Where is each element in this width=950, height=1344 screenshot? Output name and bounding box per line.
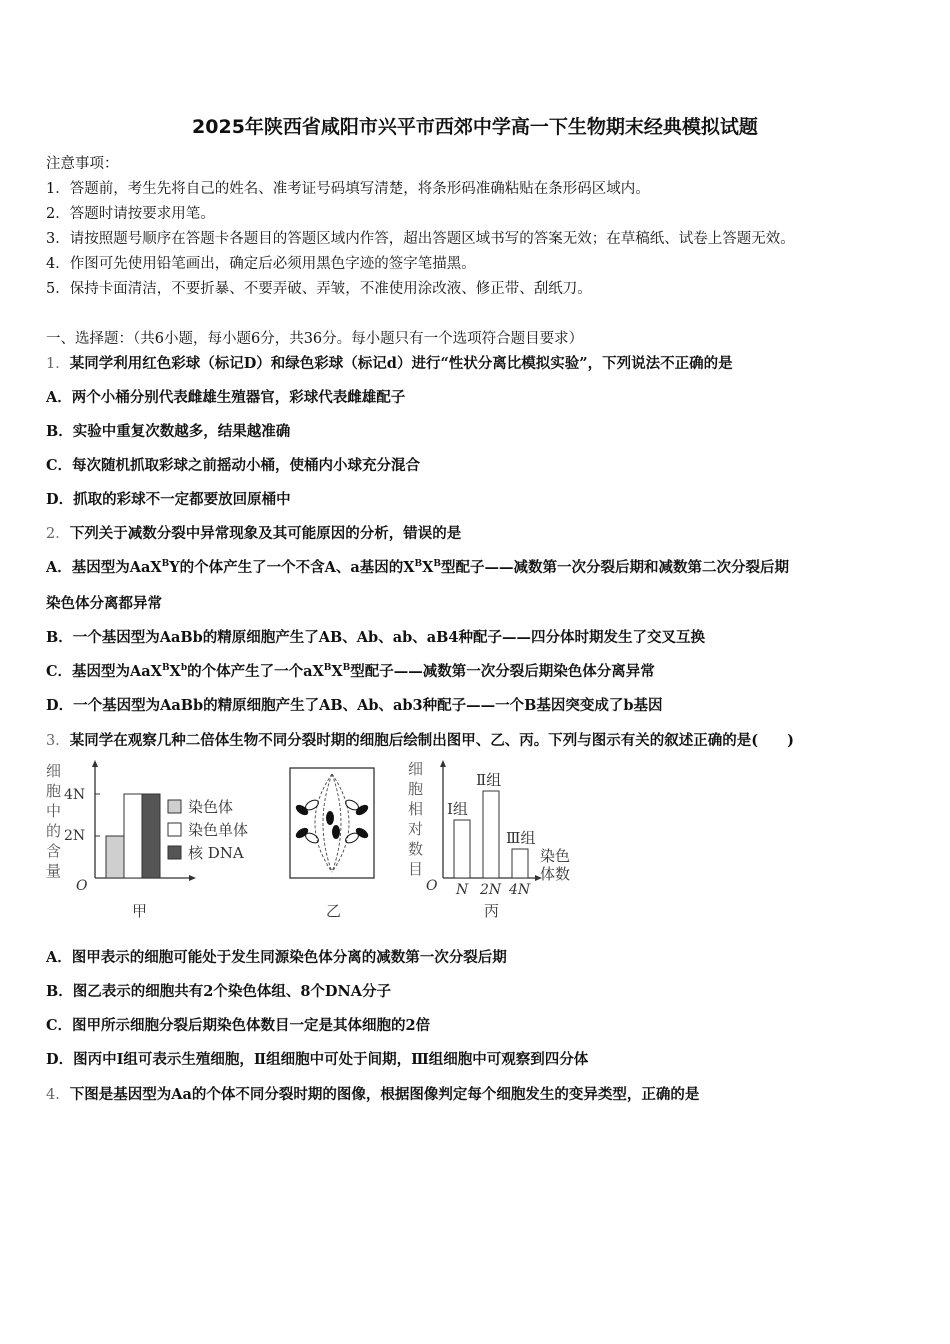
group-label: Ⅰ组 <box>447 800 468 818</box>
bar-chromatid <box>124 794 142 878</box>
figure-caption: 丙 <box>484 902 500 920</box>
notice-item: 4．作图可先使用铅笔画出，确定后必须用黑色字迹的签字笔描黑。 <box>46 256 476 272</box>
legend-swatch-chromatid <box>168 823 181 836</box>
group-label: Ⅲ组 <box>506 829 536 847</box>
option-b: B．实验中重复次数越多，结果越准确 <box>46 423 291 440</box>
question-stem: 某同学在观察几种二倍体生物不同分裂时期的细胞后绘制出图甲、乙、丙。下列与图示有关的叙述正确的是( ) <box>69 732 794 749</box>
legend-label: 染色单体 <box>188 821 249 839</box>
ylabel-char: 的 <box>46 822 62 840</box>
option-c: C．基因型为$AaX^BX^b$的个体产生了一个$aX^BX^B$型配子——减数第一次分裂后期染色体分离异常 <box>46 663 655 680</box>
option-d: D．一个基因型为AaBb的精原细胞产生了AB、Ab、ab3种配子——一个B基因突变成了b基因 <box>46 697 663 714</box>
ylabel-char: 中 <box>46 802 62 820</box>
bar-group-3 <box>512 849 528 878</box>
ylabel-char: 胞 <box>46 782 62 800</box>
section-heading: 一、选择题：（共6小题，每小题6分，共36分。每小题只有一个选项符合题目要求） <box>46 331 584 347</box>
ylabel-char: 细 <box>46 762 62 780</box>
bar-nuclear-dna <box>142 794 160 878</box>
figure-group <box>40 758 600 926</box>
ylabel-char: 对 <box>408 820 424 838</box>
option-a-continued: 染色体分离都异常 <box>46 595 162 612</box>
bar-group-1 <box>454 820 470 878</box>
y-axis-arrow <box>440 760 446 767</box>
option-c: C．每次随机抓取彩球之前摇动小桶，使桶内小球充分混合 <box>46 457 421 474</box>
chromosomes <box>294 798 370 845</box>
legend-label: 染色体 <box>188 798 234 816</box>
question-number: 3． <box>46 733 70 749</box>
ylabel-char: 数 <box>408 840 424 858</box>
tick-label-2n: 2N <box>64 828 86 844</box>
legend-swatch-chromosome <box>168 800 181 813</box>
question-4 <box>46 1083 699 1104</box>
figure-bing <box>408 760 570 920</box>
notice-item: 2．答题时请按要求用笔。 <box>46 206 215 222</box>
ylabel-char: 相 <box>408 800 424 818</box>
figure-caption: 乙 <box>326 902 342 920</box>
origin-label: O <box>76 878 88 894</box>
notice-item: 3．请按照题号顺序在答题卡各题目的答题区域内作答，超出答题区域书写的答案无效；在草稿纸、试卷上答题无效。 <box>46 231 795 247</box>
figure-caption: 甲 <box>132 902 148 920</box>
ylabel-char: 目 <box>408 860 424 878</box>
x-tick-label: N <box>456 882 469 898</box>
ylabel-char: 细 <box>408 760 424 778</box>
origin-label: O <box>426 878 438 894</box>
ylabel-char: 胞 <box>408 780 424 798</box>
question-stem: 某同学利用红色彩球（标记D）和绿色彩球（标记d）进行“性状分离比模拟实验”，下列说法不正确的是 <box>69 355 733 372</box>
page-title: 2025年陕西省咸阳市兴平市西郊中学高一下生物期末经典模拟试题 <box>192 116 758 138</box>
option-d: D．抓取的彩球不一定都要放回原桶中 <box>46 491 291 508</box>
notice-item: 5．保持卡面清洁，不要折暴、不要弄破、弄皱，不准使用涂改液、修正带、刮纸刀。 <box>46 281 592 297</box>
bar-group-2 <box>483 791 499 878</box>
x-tick-label: 4N <box>509 882 531 898</box>
question-2 <box>46 522 461 543</box>
legend-swatch-dna <box>168 846 181 859</box>
ylabel-char: 量 <box>46 862 62 880</box>
question-1 <box>46 352 733 373</box>
ylabel-char: 含 <box>46 842 62 860</box>
y-axis-arrow <box>92 760 98 767</box>
xlabel-line: 染色 <box>540 847 571 865</box>
option-a: A．两个小桶分别代表雌雄生殖器官，彩球代表雌雄配子 <box>46 389 406 406</box>
notice-item: 1．答题前，考生先将自己的姓名、准考证号码填写清楚，将条形码准确粘贴在条形码区域内。 <box>46 181 650 197</box>
xlabel-line: 体数 <box>540 865 571 883</box>
bar-chromosome <box>106 836 124 878</box>
option-a: A．基因型为AaX$^B$Y的个体产生了一个不含A、a基因的$X^BX^B$型配子——减数第一次分裂后期和减数第二次分裂后期 <box>46 559 789 576</box>
x-axis-arrow <box>189 875 196 881</box>
figure-jia <box>46 760 248 920</box>
question-stem: 下图是基因型为Aa的个体不同分裂时期的图像，根据图像判定每个细胞发生的变异类型，正确的是 <box>69 1086 700 1103</box>
legend-label: 核 DNA <box>188 844 244 862</box>
question-3 <box>46 729 794 750</box>
option-b: B．图乙表示的细胞共有2个染色体组、8个DNA分子 <box>46 983 392 1000</box>
option-b: B．一个基因型为AaBb的精原细胞产生了AB、Ab、ab、aB4种配子——四分体时期发生了交叉互换 <box>46 629 705 646</box>
question-stem: 下列关于减数分裂中异常现象及其可能原因的分析，错误的是 <box>69 525 462 542</box>
question-number: 4． <box>46 1087 70 1103</box>
option-d: D．图丙中Ⅰ组可表示生殖细胞，Ⅱ组细胞中可处于间期，Ⅲ组细胞中可观察到四分体 <box>46 1051 589 1068</box>
figure-yi <box>290 768 374 920</box>
option-a: A．图甲表示的细胞可能处于发生同源染色体分离的减数第一次分裂后期 <box>46 949 507 966</box>
question-number: 1． <box>46 356 70 372</box>
x-tick-label: 2N <box>480 882 502 898</box>
question-number: 2． <box>46 526 70 542</box>
group-label: Ⅱ组 <box>476 771 502 789</box>
notice-heading: 注意事项： <box>46 156 119 172</box>
option-c: C．图甲所示细胞分裂后期染色体数目一定是其体细胞的2倍 <box>46 1017 431 1034</box>
tick-label-4n: 4N <box>64 787 86 803</box>
